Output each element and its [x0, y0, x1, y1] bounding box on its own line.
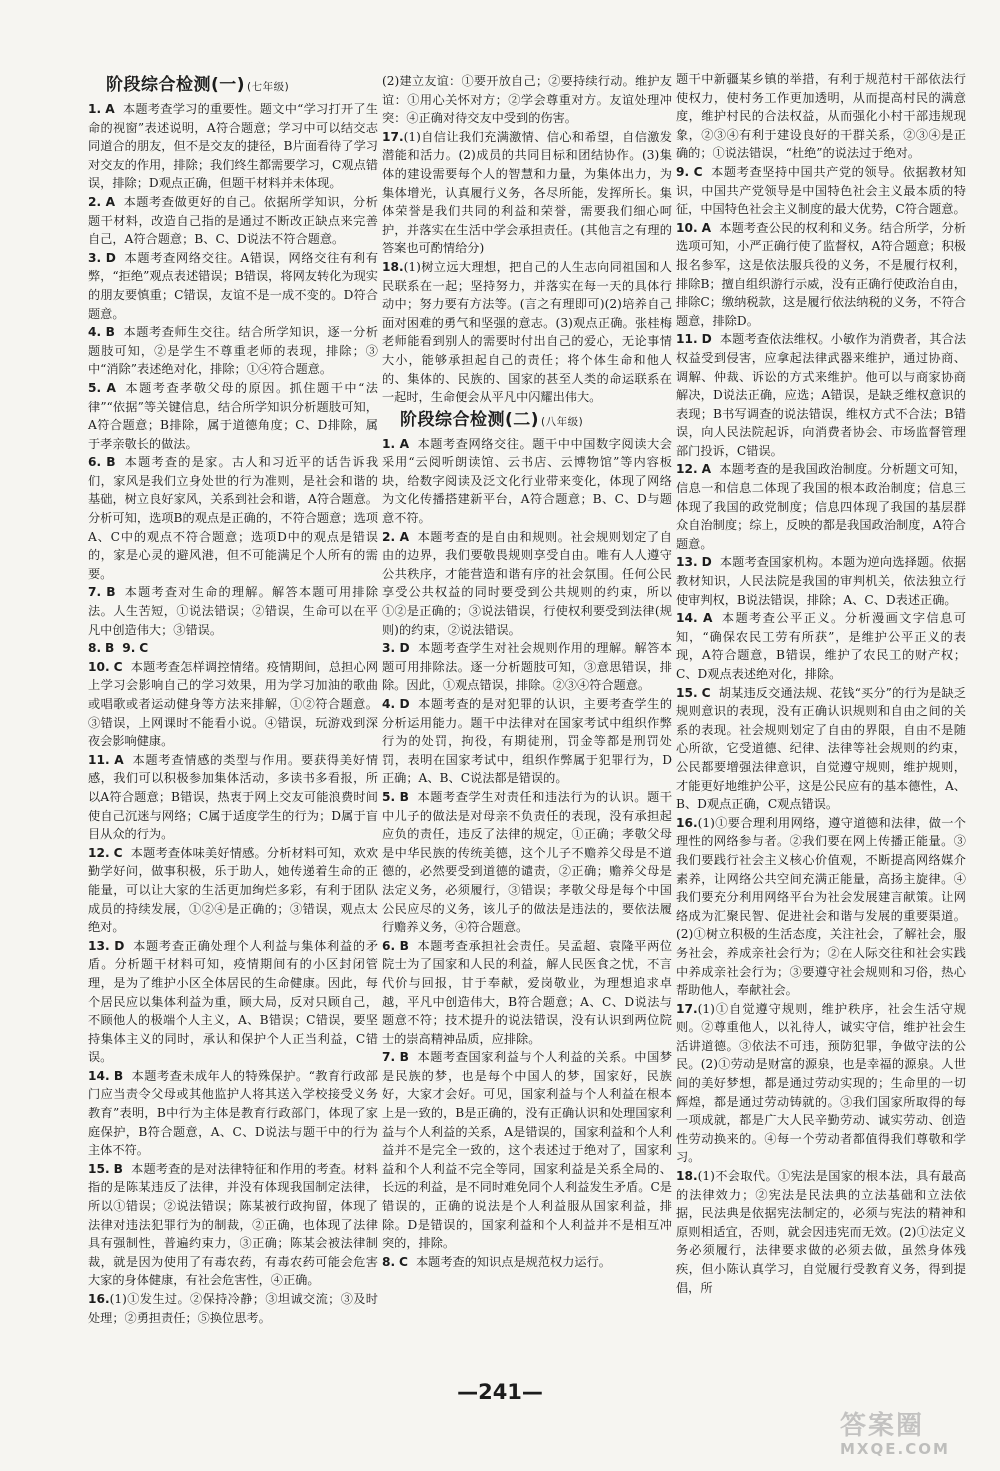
answer-letter: C — [113, 845, 123, 860]
answer-explanation: 本题考查体味美好情感。分析材料可知，欢欢勤学好问，做事积极，乐于助人，她传递着生命的正能量，可以让大家的生活更加绚烂多彩，有利于团队成员的持续发展，①②④是正确的；③错误，观点太绝对。 — [88, 845, 379, 935]
question-number: 5. — [382, 789, 396, 804]
question-number: 13. — [676, 555, 698, 570]
section-grade: (七年级) — [247, 81, 290, 93]
answer-explanation: 本题考查学习的重要性。题文中“学习打开了生命的视窗”表述说明，A符合题意；学习中可以结交志同道合的朋友，但不是交友的捷径，B片面看待了学习对交友的作用，排除；我们终生都需要学习，C观点错误，排除；D观点正确，但题干材料并未体现。 — [88, 102, 379, 191]
answer-explanation: 本题考查公平正义。分析漫画文字信息可知，“确保农民工劳有所获”，是维护公平正义的表现，A符合题意，B错误，维护了农民工的财产权；C、D观点表述绝对化，排除。 — [676, 611, 967, 681]
answer-explanation: 本题考查公民的权利和义务。结合所学，分析选项可知，小严正确行使了监督权，A符合题意；积极报名参军，这是依法服兵役的义务，不是履行权利，排除B；擅自组织游行示威，没有正确行使政治自由，排除C；缴纳税款，这是履行依法纳税的义务，不符合题意，排除D。 — [676, 220, 967, 328]
question-number: 11. — [676, 332, 698, 347]
question-number: 10. — [88, 659, 110, 674]
question-number: 15. — [676, 685, 698, 700]
answer-explanation: 本题考查的是我国政治制度。分析题文可知，信息一和信息二体现了我国的根本政治制度；信息三体现了我国的政党制度；信息四体现了我国的基层群众自治制度；综上，反映的都是我国政治制度，A符合题意。 — [676, 462, 967, 551]
answer-explanation: 本题考查师生交往。结合所学知识，逐一分析题肢可知，②是学生不尊重老师的表现，排除；③中“消除”表述绝对化，排除；①④符合题意。 — [88, 325, 379, 377]
answer-letter: B — [105, 325, 115, 340]
question-number: 3. — [382, 641, 396, 656]
answer-letter: A — [399, 529, 409, 544]
answer-explanation: (1)①自觉遵守规则，维护秩序，社会生活守规则。②尊重他人，以礼待人，诚实守信，维护社会生活讲道德。③依法不可违，预防犯罪，争做守法的公民。(2)①劳动是财富的源泉，也是幸福的源泉。人世间的美好梦想，都是通过劳动实现的；生命里的一切辉煌，都是通过劳动铸就的。③我们国家所取得的每一项成就，都是广大人民辛勤劳动、诚实劳动、创造性劳动换来的。④每一个劳动者都值得我们尊敬和学习。 — [676, 1001, 966, 1165]
section-heading — [106, 72, 378, 100]
answer-letter: A — [701, 220, 712, 235]
question-number: 17. — [676, 1001, 698, 1016]
section-grade: (八年级) — [541, 415, 584, 428]
answer-letter: B — [106, 585, 116, 600]
answer-explanation: 本题考查坚持中国共产党的领导。依据教材知识，中国共产党领导是中国特色社会主义最本质的特征，中国特色社会主义制度的最大优势，C符合题意。 — [676, 164, 967, 217]
answer-explanation: 本题考查网络交往。题干中中国数字阅读大会采用“云阅听朗读馆、云书店、云博物馆”等内容板块，给数字阅读及泛文化行业带来变化，体现了网络为文化传播搭建新平台，A符合题意；B、C、D与题意不符。 — [382, 436, 672, 526]
answer-item — [676, 814, 966, 1000]
answer-explanation: 本题考查依法维权。小敏作为消费者，其合法权益受到侵害，应拿起法律武器来维护，通过协商、调解、仲裁、诉讼的方式来维护。他可以与商家协商解决，D说法正确，应选；A错误，是缺乏维权意识的表现；B书写调查的说法错误，维权方式不合法；B错误，向人民法院起诉，向消费者协会、市场监督管理部门投诉，C错误。 — [676, 332, 967, 458]
answer-item — [382, 128, 672, 258]
question-number: 1. — [88, 102, 102, 116]
question-number: 15. — [88, 1161, 110, 1176]
question-number: 1. — [382, 436, 396, 451]
answer-explanation: 胡某违反交通法规、花钱“买分”的行为是缺乏规则意识的表现，没有正确认识规则和自由之间的关系的表现。社会规则划定了自由的界限，自由不是随心所欲，它受道德、纪律、法律等社会规则的约束，公民都要增强法律意识，自觉遵守规则，维护规则，才能更好地维护公平，这是公民应有的基本德性，A、B、D观点正确，C观点错误。 — [676, 685, 967, 812]
question-number: 18. — [676, 1169, 698, 1184]
answer-explanation: (1)①要合理利用网络，遵守道德和法律，做一个理性的网络参与者。②我们要在网上传播正能量。③我们要践行社会主义核心价值观，不断提高网络媒介素养，让网络公共空间充满正能量，高扬主旋律。④我们要充分利用网络平台为社会发展建言献策。让网络成为汇聚民智、促进社会和谐与发展的重要渠道。(2)①树立积极的生活态度，关注社会，了解社会，服务社会，养成亲社会行为；②在人际交往和社会实践中养成亲社会行为；③要遵守社会规则和习俗，热心帮助他人，奉献社会。 — [676, 815, 966, 998]
answer-item — [382, 788, 672, 937]
question-number: 9. — [676, 164, 690, 179]
answer-letter: B — [105, 641, 115, 656]
answer-column-2 — [382, 72, 672, 1271]
answer-letter: C — [693, 164, 703, 179]
answer-letter: B — [399, 1050, 409, 1065]
question-number: 8. — [382, 1254, 396, 1269]
question-number: 11. — [88, 752, 110, 767]
watermark-logo-text: 答案圈 — [840, 1411, 925, 1441]
answer-explanation: (1)①发生过。②保持冷静；③坦诚交流；③及时处理；②勇担责任；⑤换位思考。 — [88, 1292, 378, 1325]
answer-item — [88, 453, 378, 583]
answer-item — [382, 1253, 672, 1272]
answer-letter: B — [399, 938, 409, 953]
question-number: 10. — [676, 220, 698, 235]
answer-item — [676, 460, 966, 553]
answer-letter: A — [105, 102, 115, 116]
question-number: 12. — [88, 845, 110, 860]
answer-explanation: 本题考查未成年人的特殊保护。“教育行政部门应当责令父母或其他监护人将其送入学校接受义务教育”表明，B中行为主体是教育行政部门，体现了家庭保护，B符合题意，A、C、D说法与题干中的行为主体不符。 — [88, 1068, 378, 1158]
question-number: 14. — [88, 1068, 110, 1083]
answer-letter: A — [106, 380, 116, 395]
answer-explanation: (1)树立远大理想，把自己的人生志向同祖国和人民联系在一起；坚持努力，并落实在每一天的具体行动中；努力要有方法等。(言之有理即可)(2)培养自己面对困难的勇气和坚强的意志。(3)观点正确。张桂梅老师能看到别人的需要时付出自己的爱心，无论事情大小，能够承担起自己的责任；将个体生命和他人的、集体的、民族的、国家的甚至人类的命运联系在一起时，生命便会从平凡中闪耀出伟大。 — [382, 259, 672, 405]
answer-explanation: (2)建立友谊：①要开放自己；②要持续行动。维护友谊：①用心关怀对方；②学会尊重对方。友谊处理冲突：④正确对待交友中受到的伤害。 — [382, 74, 672, 126]
answer-letter: A — [114, 752, 124, 767]
question-number: 2. — [88, 194, 102, 209]
answer-item — [88, 583, 378, 639]
answer-letter: C — [139, 641, 149, 656]
question-number: 17. — [382, 129, 404, 144]
answer-letter: A — [701, 462, 712, 477]
answer-explanation: 本题考查的是家。古人和习近平的话告诉我们，家风是我们立身处世的行为准则，是社会和谐的基础，树立良好家风，关系到社会和谐，A符合题意。分析可知，选项B的观点是正确的，不符合题意；选项A、C中的观点不符合题意；选项D中的观点是错误的，家是心灵的避风港，但不可能满足个人所有的需要。 — [88, 455, 379, 581]
answer-explanation: 本题考查国家利益与个人利益的关系。中国梦是民族的梦，也是每个中国人的梦，国家好，民族好，大家才会好。可见，国家利益与个人利益在根本上是一致的，B是正确的，没有正确认识和处理国家利益与个人利益的关系，A是错误的，国家利益和个人利益并不是完全一致的，这个表述过于绝对了，国家利益和个人利益不完全等同，国家利益是关系全局的、长远的利益，是不同时难免同个人利益发生矛盾。C是错误的，正确的说法是个人利益服从国家利益，排除。D是错误的，国家利益和个人利益并不是相互冲突的，排除。 — [382, 1050, 673, 1251]
answer-explanation: (1)自信让我们充满激情、信心和希望，自信激发潜能和活力。(2)成员的共同目标和团结协作。(3)集体的建设需要每个人的智慧和力量，为集体出力，为集体增光，认真履行义务，各尽所能，发挥所长。集体荣誉是我们共同的利益和荣誉，需要我们细心呵护，并落实在生活中学会承担责任。(其他言之有理的答案也可酌情给分) — [382, 129, 672, 256]
answer-letter: C — [113, 659, 123, 674]
question-number: 16. — [676, 815, 698, 830]
answer-item — [88, 937, 378, 1067]
answer-letter: B — [113, 1161, 123, 1176]
answer-letter: C — [701, 685, 711, 700]
answer-item — [676, 609, 966, 683]
question-number: 18. — [382, 259, 404, 274]
answer-item — [382, 695, 672, 788]
question-number: 6. — [382, 938, 396, 953]
question-number: 4. — [382, 697, 396, 711]
watermark-logo — [840, 1405, 990, 1465]
answer-item — [88, 1160, 378, 1290]
answer-letter: D — [701, 332, 712, 347]
answer-item — [88, 639, 378, 658]
answer-item — [382, 528, 672, 640]
answer-item — [88, 1067, 378, 1160]
answer-explanation: 本题考查的知识点是规范权力运行。 — [415, 1254, 611, 1269]
answer-explanation: 本题考查的是自由和规则。社会规则划定了自由的边界，我们要敬畏规则享受自由。唯有人人遵守公共秩序，才能营造和谐有序的社会氛围。任何公民享受公共权益的同时要受到公共规则的约束，所以①②是正确的；③说法错误，行使权利要受到法律(规则)的约束，②说法错误。 — [382, 529, 672, 637]
answer-letter: B — [399, 789, 409, 804]
question-number: 9. — [122, 641, 136, 656]
answer-item — [88, 844, 378, 937]
answer-item — [676, 1000, 966, 1167]
answer-item — [382, 937, 672, 1049]
answer-letter: B — [106, 455, 116, 470]
answer-letter: D — [701, 555, 712, 570]
answer-item — [676, 70, 966, 163]
answer-letter: D — [399, 697, 410, 711]
answer-explanation: 本题考查网络交往。A错误，网络交往有利有弊，“拒绝”观点表述错误；B错误，将网友转化为现实的朋友要慎重；C错误，友谊不是一成不变的。D符合题意。 — [88, 250, 379, 321]
answer-letter: A — [105, 194, 115, 209]
section-title: 阶段综合检测(一) — [106, 75, 246, 95]
answer-item — [676, 219, 966, 331]
page-number: —241— — [457, 1380, 543, 1404]
answer-item — [382, 1048, 672, 1253]
answer-letter: C — [399, 1254, 408, 1269]
answer-explanation: 本题考查孝敬父母的原因。抓住题干中“法律”“依据”等关键信息，结合所学知识分析题肢可知，A符合题意；B排除，属于道德角度；C、D排除，属于孝亲敬长的做法。 — [88, 380, 378, 451]
question-number: 2. — [382, 529, 396, 544]
question-number: 6. — [88, 455, 102, 470]
answer-item — [382, 435, 672, 528]
answer-column-1 — [88, 72, 378, 1327]
question-number: 16. — [88, 1292, 110, 1306]
question-number: 8. — [88, 641, 102, 656]
answer-item — [88, 751, 378, 844]
answer-column-3 — [676, 70, 966, 1297]
watermark-site-text: MXQE.COM — [840, 1440, 950, 1458]
answer-item — [676, 1167, 966, 1297]
answer-explanation: 本题考查正确处理个人利益与集体利益的矛盾。分析题干材料可知，疫情期间有的小区封闭管理，是为了维护小区全体居民的生命健康。因此，每个居民应以集体利益为重，顾大局，反对只顾自己，不顾他人的极端个人主义，A、B错误；C错误，要坚持集体主义的同时，承认和保护个人正当利益，C错误。 — [88, 938, 379, 1065]
answer-item — [88, 193, 378, 249]
question-number: 4. — [88, 325, 102, 340]
answer-explanation: 本题考查国家机构。本题为逆向选择题。依据教材知识，人民法院是我国的审判机关，依法独立行使审判权，B说法错误，排除；A、C、D表述正确。 — [676, 555, 967, 607]
answer-item — [88, 249, 378, 323]
answer-item — [382, 72, 672, 128]
answer-letter: D — [105, 250, 116, 265]
answer-item — [676, 163, 966, 219]
answer-explanation: 本题考查学生对责任和违法行为的认识。题干中儿子的做法是对母亲不负责任的表现，没有承担起应负的责任，违反了法律的规定，①正确；孝敬父母是中华民族的传统美德，这个儿子不赡养父母是不道德的，必然要受到道德的谴责，②正确；赡养父母是法定义务，必须履行，③错误；孝敬父母是每个中国公民应尽的义务，该儿子的做法是违法的，要依法履行赡养义务，④符合题意。 — [382, 789, 673, 935]
answer-item — [88, 100, 378, 193]
answer-item — [676, 553, 966, 609]
answer-explanation: 题干中新疆某乡镇的举措，有利于规范村干部依法行使权力，使村务工作更加透明，从而提高村民的满意度，维护村民的合法权益，从而强化小村干部违规现象，②③④有利于建设良好的干群关系，②③④是正确的；①说法错误，“杜绝”的说法过于绝对。 — [676, 72, 966, 161]
answer-explanation: 本题考查对生命的理解。解答本题可用排除法。人生苦短，①说法错误；②错误，生命可以在平凡中创造伟大；③错误。 — [88, 585, 379, 637]
answer-item — [88, 323, 378, 379]
question-number: 7. — [382, 1050, 396, 1065]
answer-explanation: 本题考查的是对犯罪的认识，主要考查学生的分析运用能力。题干中法律对在国家考试中组织作弊行为的处罚，拘役，有期徒刑，罚金等都是刑罚处罚，表明在国家考试中，组织作弊属于犯罪行为，D正确；A、B、C说法都是错误的。 — [382, 697, 673, 786]
answer-item — [382, 258, 672, 407]
answer-item — [88, 1290, 378, 1327]
answer-letter: D — [114, 938, 125, 953]
answer-letter: B — [113, 1068, 124, 1083]
answer-item — [88, 658, 378, 751]
question-number: 3. — [88, 250, 102, 265]
answer-explanation: 本题考查做更好的自己。依据所学知识，分析题干材料，改造自己指的是通过不断改正缺点来完善自己，A符合题意；B、C、D说法不符合题意。 — [88, 194, 378, 247]
answer-explanation: 本题考查学生对社会规则作用的理解。解答本题可用排除法。逐一分析题肢可知，③意思错误，排除。因此，①观点错误，排除。②③④符合题意。 — [382, 641, 673, 693]
question-number: 5. — [88, 380, 102, 395]
question-number: 12. — [676, 462, 698, 477]
answer-letter: D — [399, 641, 410, 656]
answer-explanation: 本题考查的是对法律特征和作用的考查。材料指的是陈某违反了法律，并没有体现我国制定法律，所以①错误；②说法错误；陈某被行政拘留，体现了法律对违法犯罪行为的制裁，②正确，也体现了法律具有强制性，普遍约束力，③正确；陈某会被法律制裁，就是因为使用了有毒农药，有毒农药可能会危害大家的身体健康，有社会危害性，④正确。 — [88, 1161, 379, 1288]
answer-explanation: 本题考查情感的类型与作用。要获得美好情感，我们可以积极参加集体活动，多读书多看报，所以A符合题意；B错误，热衷于网上交友可能浪费时间使自己沉迷与网络；C属于适度学生的行为；D属于盲目从众的行为。 — [88, 752, 379, 842]
section-heading — [400, 407, 672, 435]
section-title: 阶段综合检测(二) — [400, 409, 540, 430]
answer-explanation: 本题考查怎样调控情绪。疫情期间，总担心网上学习会影响自己的学习效果，用为学习加油的歌曲或唱歌或者运动健身等方法来排解，①②符合题意。③错误，上网课时不能看小说。④错误，玩游戏到深夜会影响健康。 — [88, 659, 379, 749]
answer-item — [676, 684, 966, 814]
answer-letter: A — [399, 436, 409, 451]
answer-letter: A — [702, 611, 713, 626]
answer-item — [88, 379, 378, 453]
question-number: 14. — [676, 611, 698, 626]
answer-explanation: 本题考查承担社会责任。吴孟超、袁隆平两位院士为了国家和人民的利益，解人民医食之忧，不言代价与回报，甘于奉献，爱岗敬业，为理想追求卓越，平凡中创造伟大，B符合题意；A、C、D说法与题意不符；技术提升的说法错误，没有认识到两位院士的崇高精神品质，应排除。 — [382, 938, 673, 1046]
answer-item — [676, 330, 966, 460]
answer-explanation: (1)不会取代。①宪法是国家的根本法，具有最高的法律效力；②宪法是民法典的立法基础和立法依据，民法典是依据宪法制定的，必须与宪法的精神和原则相适宜，否则，就会因违宪而无效。(2)①法定义务必须履行，法律要求做的必须去做，虽然身体残疾，但小陈认真学习，自觉履行受教育义务，得到提倡，所 — [676, 1169, 966, 1295]
question-number: 13. — [88, 938, 110, 953]
question-number: 7. — [88, 585, 102, 600]
answer-item — [382, 639, 672, 695]
